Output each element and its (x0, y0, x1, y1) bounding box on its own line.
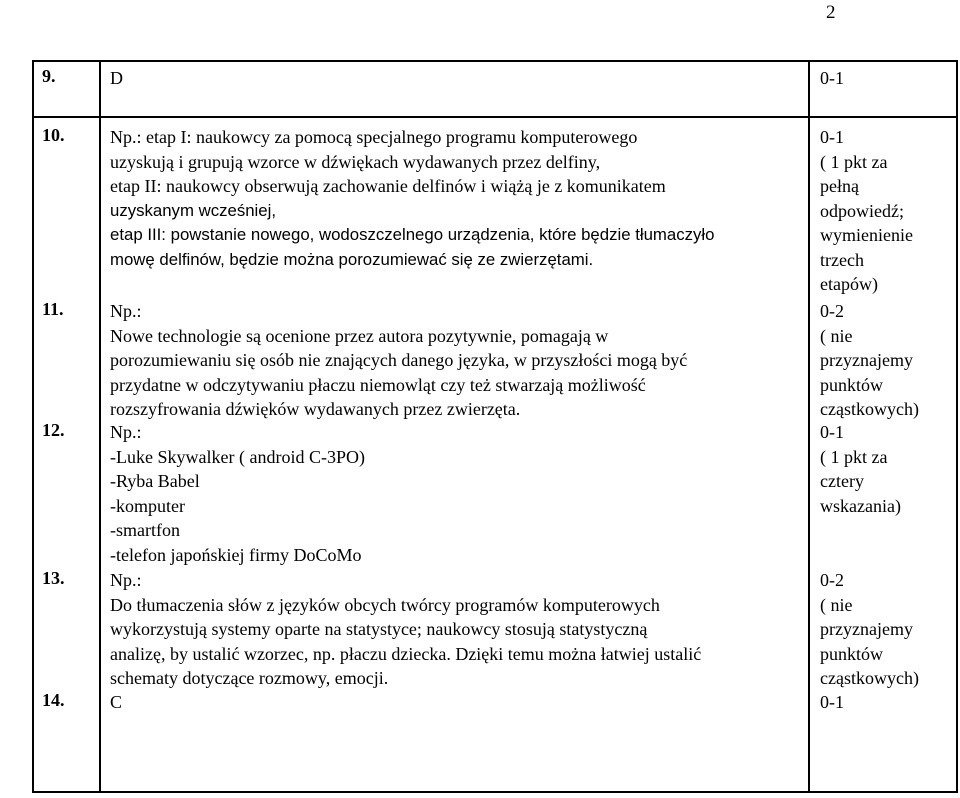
answer-line: wykorzystują systemy oparte na statystyce; naukowcy stosują statystyczną (110, 619, 648, 639)
answer-content (110, 690, 810, 715)
answer-line: Np.: (110, 422, 142, 442)
points-line: ( nie (820, 325, 853, 346)
answer-content (110, 66, 810, 91)
points-cell (820, 690, 958, 715)
answer-line: uzyskanym wcześniej, (110, 200, 277, 220)
points-line: punktów (820, 643, 883, 664)
answer-line: Np.: (110, 301, 142, 321)
answer-line: etap III: powstanie nowego, wodoszczelnego urządzenia, które będzie tłumaczyło (110, 225, 715, 244)
answer-line: -telefon japońskiej firmy DoCoMo (110, 544, 362, 565)
points-line: cztery (820, 471, 864, 491)
answer-content (110, 299, 810, 422)
points-line: trzech (820, 249, 864, 270)
answer-line: przydatne w odczytywaniu płaczu niemowląt czy też stwarzają możliwość (110, 374, 646, 395)
points-line: cząstkowych) (820, 399, 919, 419)
answer-line: Nowe technologie są ocenione przez autora pozytywnie, pomagają w (110, 325, 609, 346)
answer-content (110, 420, 810, 567)
question-number: 11. (42, 299, 64, 319)
answer-line: -Luke Skywalker ( android C-3PO) (110, 446, 365, 467)
points-line: etapów) (820, 274, 878, 294)
question-number: 9. (42, 66, 56, 86)
answer-line: D (110, 68, 123, 88)
points-line: punktów (820, 374, 883, 395)
points-line: przyznajemy (820, 350, 913, 370)
points-line: 0-1 (820, 127, 844, 147)
points-line: ( 1 pkt za (820, 446, 888, 467)
points-line: 0-2 (820, 301, 844, 321)
answer-line: Np.: etap I: naukowcy za pomocą specjalnego programu komputerowego (110, 127, 638, 147)
points-cell (820, 568, 958, 691)
answer-line: uzyskują i grupują wzorce w dźwiękach wydawanych przez delfiny, (110, 151, 601, 172)
points-cell (820, 125, 958, 297)
answer-line: analizę, by ustalić wzorzec, np. płaczu dziecka. Dzięki temu można łatwiej ustalić (110, 643, 702, 664)
points-line: ( nie (820, 594, 853, 615)
answer-line: -komputer (110, 495, 185, 516)
answer-line: C (110, 692, 123, 712)
points-cell (820, 299, 958, 422)
points-line: 0-1 (820, 422, 844, 442)
points-cell (820, 66, 958, 91)
answer-line: rozszyfrowania dźwięków wydawanych przez zwierzęta. (110, 399, 521, 419)
answer-key-table (32, 60, 958, 793)
points-line: 0-1 (820, 692, 844, 712)
answer-line: porozumiewaniu się osób nie znających danego języka, w przyszłości mogą być (110, 350, 688, 370)
answer-line: mowę delfinów, będzie można porozumiewać się ze zwierzętami. (110, 249, 594, 269)
points-line: odpowiedź; (820, 200, 904, 221)
question-number: 12. (42, 420, 65, 440)
question-number: 10. (42, 125, 65, 145)
points-line: wymienienie (820, 225, 913, 245)
answer-line: Do tłumaczenia słów z języków obcych twórcy programów komputerowych (110, 594, 660, 615)
question-number: 14. (42, 690, 65, 710)
answer-content (110, 125, 810, 272)
answer-line: -Ryba Babel (110, 471, 200, 491)
points-line: ( 1 pkt za (820, 151, 888, 172)
points-line: pełną (820, 176, 859, 196)
points-line: wskazania) (820, 495, 901, 516)
points-line: 0-1 (820, 68, 844, 88)
page-number: 2 (826, 2, 836, 23)
answer-line: etap II: naukowcy obserwują zachowanie delfinów i wiążą je z komunikatem (110, 176, 666, 196)
points-line: przyznajemy (820, 619, 913, 639)
row-divider (34, 116, 956, 118)
column-divider-number (99, 62, 101, 791)
points-cell (820, 420, 958, 518)
answer-line: Np.: (110, 570, 142, 590)
answer-line: -smartfon (110, 520, 180, 540)
points-line: 0-2 (820, 570, 844, 590)
points-line: cząstkowych) (820, 668, 919, 688)
answer-line: schematy dotyczące rozmowy, emocji. (110, 668, 389, 688)
question-number: 13. (42, 568, 65, 588)
answer-content (110, 568, 810, 691)
